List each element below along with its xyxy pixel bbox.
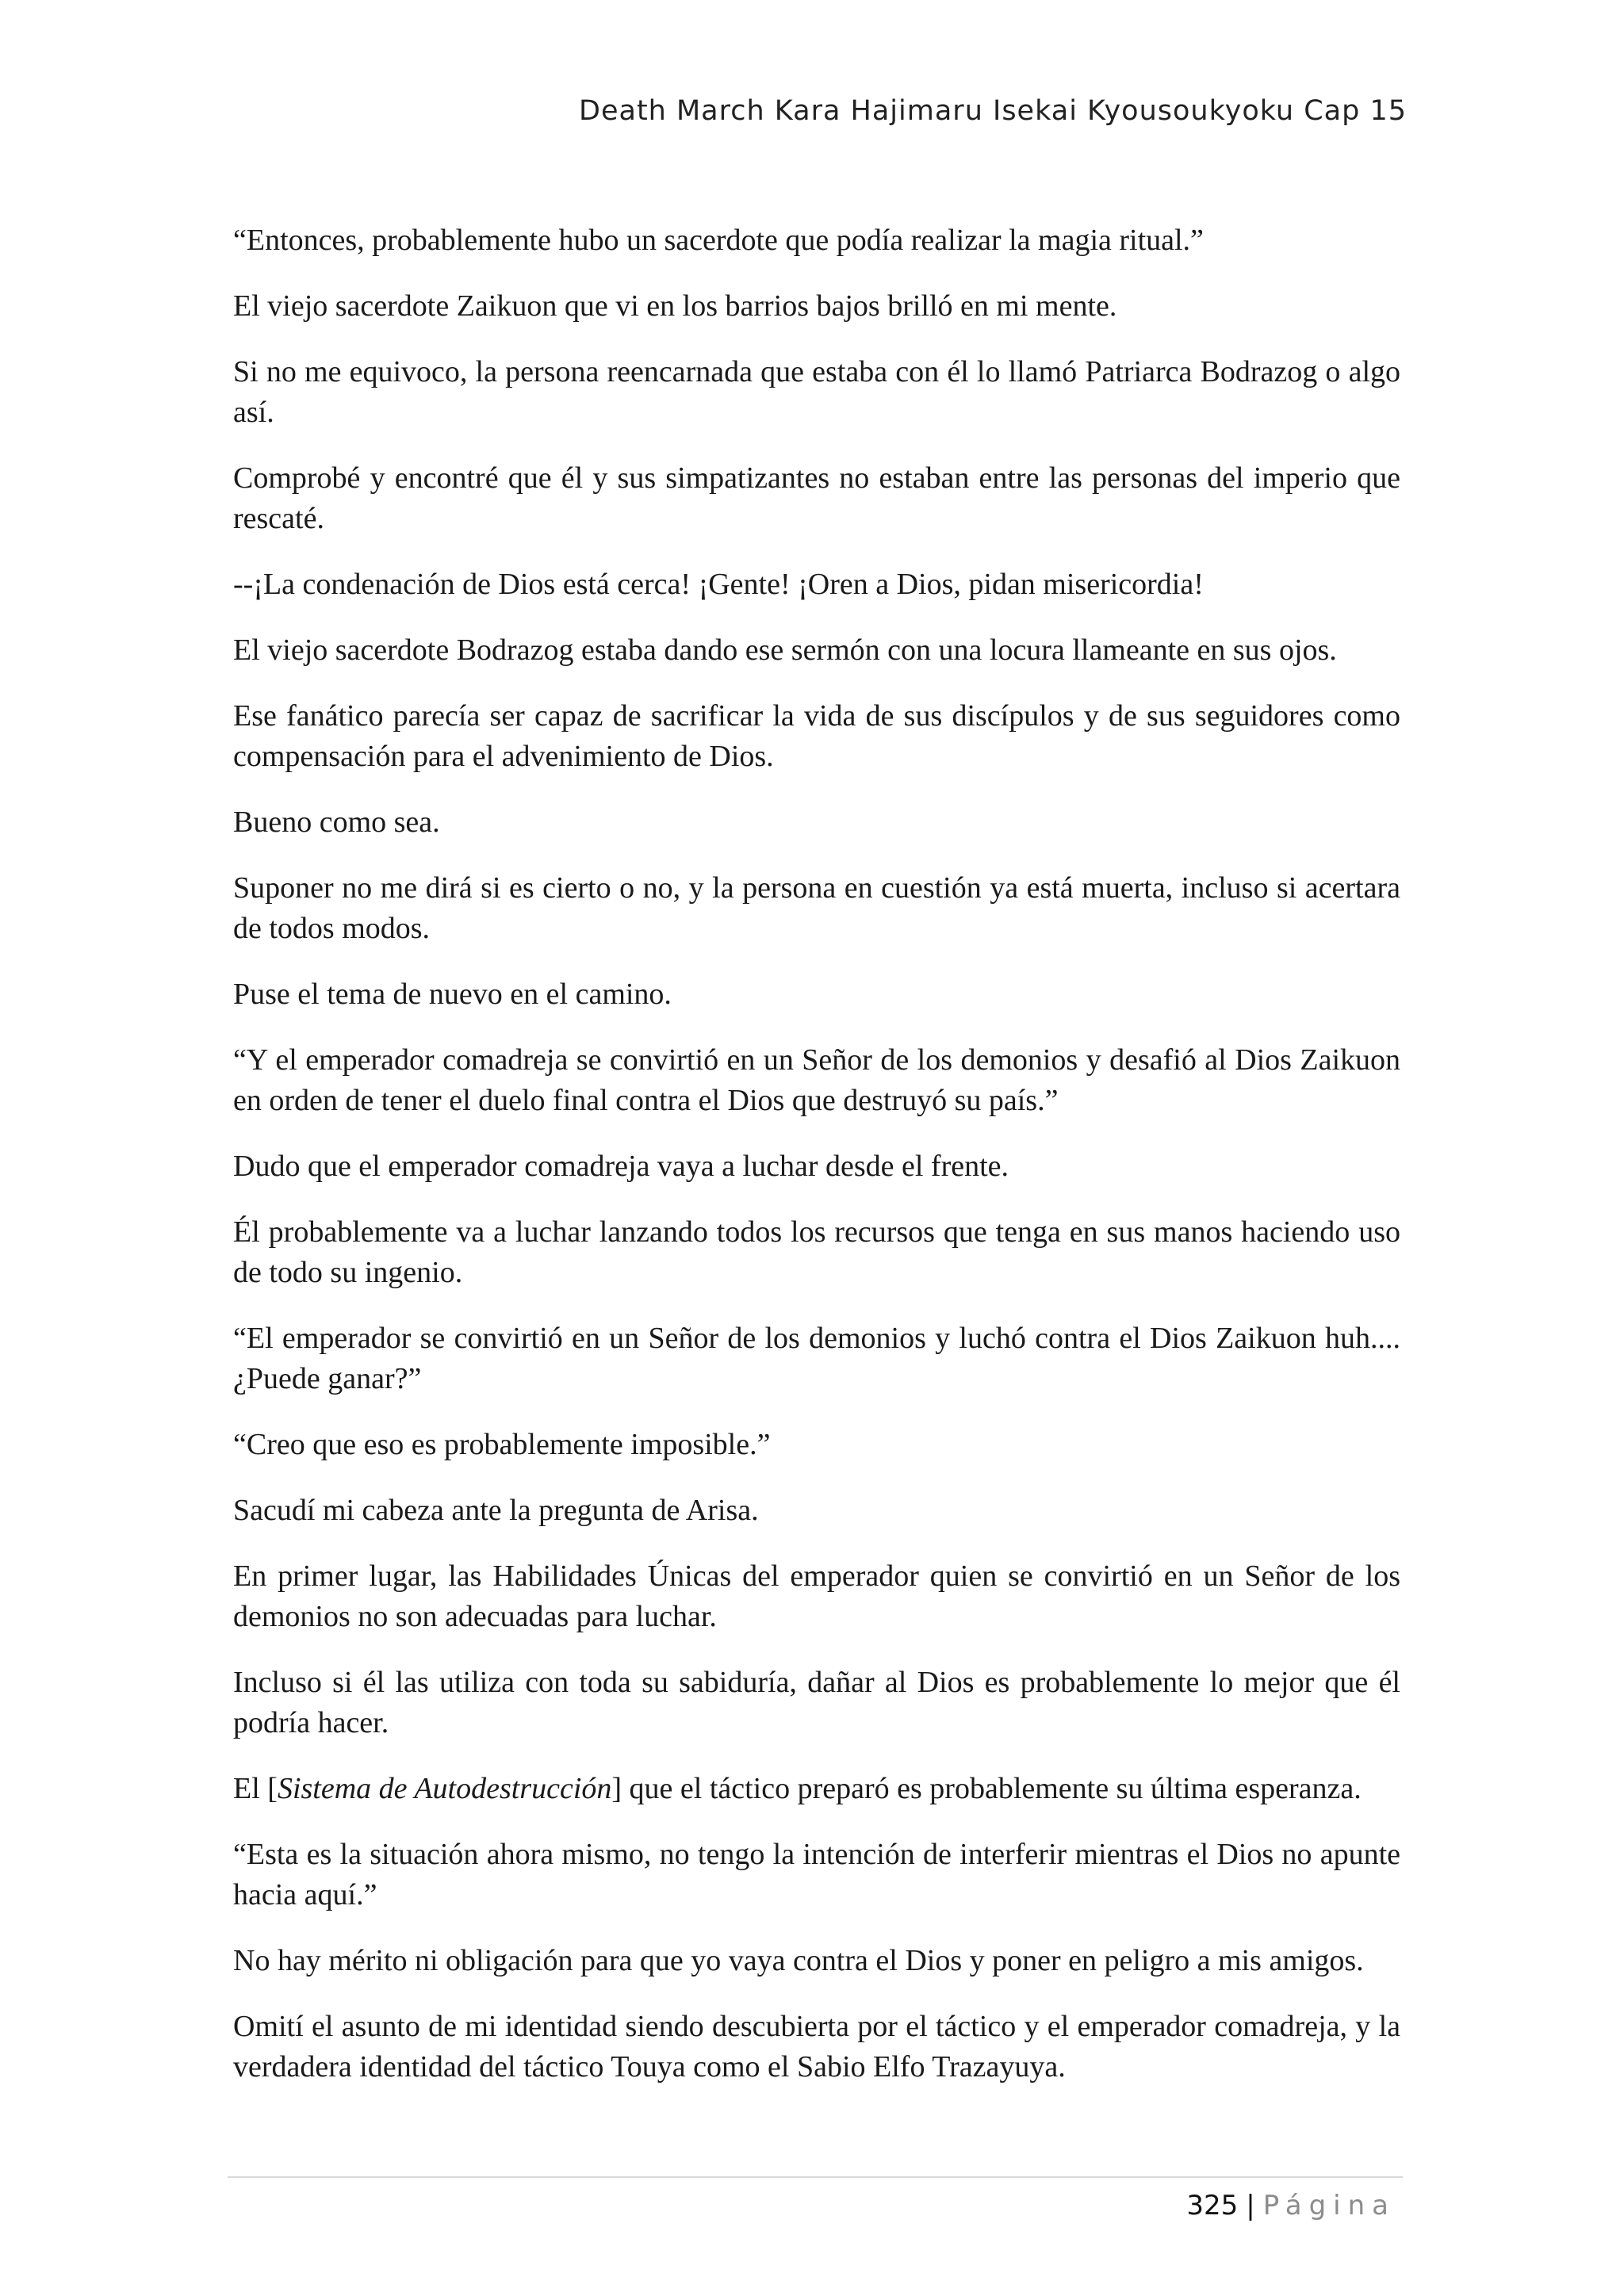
paragraph: “Esta es la situación ahora mismo, no tengo la intención de interferir mientras el Dios no apunte hacia aquí.”: [233, 1838, 1400, 1911]
paragraph: Comprobé y encontré que él y sus simpatizantes no estaban entre las personas del imperio que rescaté.: [233, 461, 1400, 535]
paragraph: El viejo sacerdote Zaikuon que vi en los barrios bajos brilló en mi mente.: [233, 289, 1117, 323]
text-run: ] que el táctico preparó es probablemente su última esperanza.: [611, 1772, 1362, 1805]
running-header: Death March Kara Hajimaru Isekai Kyousoukyoku Cap 15: [579, 95, 1407, 127]
paragraph: Ese fanático parecía ser capaz de sacrificar la vida de sus discípulos y de sus seguidores como compensación para el advenimiento de Dios.: [233, 699, 1400, 773]
paragraph: Incluso si él las utiliza con toda su sabiduría, dañar al Dios es probablemente lo mejor que él podría hacer.: [233, 1666, 1400, 1739]
paragraph: Suponer no me dirá si es cierto o no, y la persona en cuestión ya está muerta, incluso si acertara de todos modos.: [233, 871, 1400, 945]
page-body: [233, 220, 1400, 2087]
paragraph: “El emperador se convirtió en un Señor de los demonios y luchó contra el Dios Zaikuon huh.... ¿Puede ganar?”: [233, 1322, 1400, 1395]
text-run: El [: [233, 1772, 278, 1805]
paragraph: Bueno como sea.: [233, 806, 440, 839]
paragraph: Puse el tema de nuevo en el camino.: [233, 978, 672, 1011]
page-word: Página: [1262, 2190, 1396, 2221]
footer-divider: [228, 2176, 1403, 2178]
paragraph: En primer lugar, las Habilidades Únicas del emperador quien se convirtió en un Señor de los demonios no son adecuadas para luchar.: [233, 1559, 1400, 1633]
italic-term: Sistema de Autodestrucción: [277, 1772, 612, 1805]
paragraph: El viejo sacerdote Bodrazog estaba dando ese sermón con una locura llameante en sus ojos.: [233, 633, 1337, 667]
paragraph: “Y el emperador comadreja se convirtió en un Señor de los demonios y desafió al Dios Zaikuon en orden de tener el duelo final contra el Dios que destruyó su país.”: [233, 1043, 1400, 1117]
paragraph: Dudo que el emperador comadreja vaya a luchar desde el frente.: [233, 1150, 1009, 1183]
page-footer: [1186, 2190, 1396, 2221]
paragraph: No hay mérito ni obligación para que yo vaya contra el Dios y poner en peligro a mis amigos.: [233, 1944, 1364, 1977]
footer-separator: |: [1246, 2190, 1255, 2221]
paragraph: “Creo que eso es probablemente imposible.”: [233, 1428, 771, 1461]
paragraph: Él probablemente va a luchar lanzando todos los recursos que tenga en sus manos haciendo uso de todo su ingenio.: [233, 1215, 1400, 1289]
paragraph: Omití el asunto de mi identidad siendo descubierta por el táctico y el emperador comadreja, y la verdadera identidad del táctico Touya como el Sabio Elfo Trazayuya.: [233, 2010, 1400, 2084]
paragraph: Sacudí mi cabeza ante la pregunta de Arisa.: [233, 1494, 759, 1527]
paragraph: “Entonces, probablemente hubo un sacerdote que podía realizar la magia ritual.”: [233, 224, 1204, 257]
paragraph-with-italic: [233, 1769, 1400, 1809]
page-number: 325: [1186, 2190, 1239, 2221]
paragraph: --¡La condenación de Dios está cerca! ¡Gente! ¡Oren a Dios, pidan misericordia!: [233, 568, 1204, 601]
paragraph: Si no me equivoco, la persona reencarnada que estaba con él lo llamó Patriarca Bodrazog o algo así.: [233, 355, 1400, 429]
